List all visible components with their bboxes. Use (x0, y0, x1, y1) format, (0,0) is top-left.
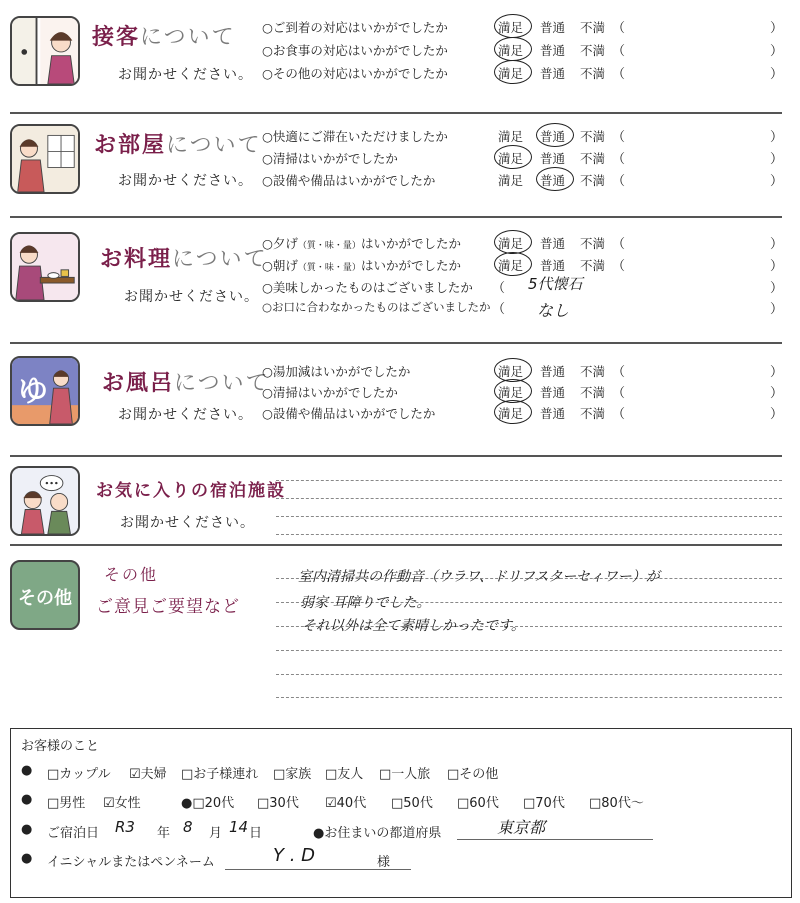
rating-bad-option[interactable]: 不満 (580, 406, 606, 421)
divider (10, 544, 782, 546)
initial-label: イニシャルまたはペンネーム (47, 855, 215, 870)
food-q4-open: （ (492, 302, 506, 317)
rating-good-option[interactable]: 満足 (498, 173, 524, 188)
rating-paren-close: ） (770, 365, 784, 380)
food-q3-open: （ (492, 281, 506, 296)
bullet: ● (21, 822, 33, 837)
rating-good-option[interactable]: 満足 (498, 129, 524, 144)
food-q1-b: はいかがでしたか (360, 236, 461, 251)
rating-bad-option[interactable]: 不満 (580, 173, 606, 188)
rating-good-option[interactable]: 満足 (498, 364, 524, 379)
service-q2: ○お食事の対応はいかがでしたか (262, 43, 448, 58)
selected-rating-circle (494, 400, 532, 424)
rating-paren-open: （ (612, 386, 626, 401)
bullet: ● (21, 763, 33, 778)
age-70s[interactable]: □70代 (523, 796, 565, 811)
stay-day: 14 (229, 818, 249, 836)
stay-month: 8 (183, 818, 193, 836)
rating-normal-option[interactable]: 普通 (540, 20, 566, 35)
rating-good-option[interactable]: 満足 (498, 20, 524, 35)
rating-good-option[interactable]: 満足 (498, 236, 524, 251)
favorite-line-4 (276, 534, 782, 535)
food-title-strong: お料理 (100, 247, 173, 272)
rating-paren-open: （ (612, 174, 626, 189)
pref-underline (457, 839, 653, 840)
food-q2-b: はいかがでしたか (360, 258, 461, 273)
customer-box (10, 728, 792, 898)
rating-bad-option[interactable]: 不満 (580, 364, 606, 379)
room-q2: ○清掃はいかがでしたか (262, 151, 398, 166)
rating-paren-close: ） (770, 152, 784, 167)
favorite-title (96, 476, 286, 501)
food-q3-close: ） (770, 281, 784, 296)
service-icon (10, 16, 80, 86)
favorite-subtitle: お聞かせください。 (120, 515, 255, 531)
rating-bad-option[interactable]: 不満 (580, 151, 606, 166)
divider (10, 216, 782, 218)
other-icon (10, 560, 80, 630)
favorite-line-1 (276, 480, 782, 481)
rating-paren-close: ） (770, 67, 784, 82)
selected-rating-circle (494, 145, 532, 169)
service-subtitle: お聞かせください。 (118, 67, 253, 83)
rating-good-option[interactable]: 満足 (498, 258, 524, 273)
room-subtitle: お聞かせください。 (118, 173, 253, 189)
companion-other[interactable]: □その他 (447, 767, 499, 782)
rating-bad-option[interactable]: 不満 (580, 258, 606, 273)
rating-normal-option[interactable]: 普通 (540, 151, 566, 166)
rating-paren-close: ） (770, 174, 784, 189)
food-q2-a: ○朝げ (262, 258, 298, 273)
selected-rating-circle (494, 37, 532, 61)
service-q3: ○その他の対応はいかがでしたか (262, 66, 448, 81)
food-q3: ○美味しかったものはございましたか (262, 280, 473, 295)
food-q2 (262, 256, 461, 274)
age-30s[interactable]: □30代 (257, 796, 299, 811)
rating-paren-close: ） (770, 44, 784, 59)
rating-bad-option[interactable]: 不満 (580, 236, 606, 251)
rating-normal-option[interactable]: 普通 (540, 66, 566, 81)
food-q2-small: （質・味・量） (297, 263, 361, 273)
rating-paren-open: （ (612, 152, 626, 167)
bath-title (102, 366, 270, 397)
bath-icon-char: ゆ (18, 374, 48, 409)
food-q1-a: ○夕げ (262, 236, 298, 251)
other-line-4 (276, 650, 782, 651)
bullet: ● (21, 792, 33, 807)
companion-married[interactable]: ☑夫婦 (129, 767, 167, 782)
bath-q1: ○湯加減はいかがでしたか (262, 364, 411, 379)
food-answer-bad: なし (537, 301, 570, 320)
rating-paren-open: （ (612, 67, 626, 82)
food-q4-close: ） (770, 302, 784, 317)
room-title-rest: について (166, 133, 262, 158)
rating-normal-option[interactable]: 普通 (540, 43, 566, 58)
divider (10, 112, 782, 114)
rating-normal-option[interactable]: 普通 (540, 385, 566, 400)
age-80s[interactable]: □80代〜 (589, 796, 644, 811)
other-icon-label: その他 (18, 588, 72, 609)
bath-icon (10, 356, 80, 426)
favorite-title-strong: お気に入りの宿泊施設 (96, 481, 286, 501)
selected-rating-circle (494, 230, 532, 254)
other-title-line1: その他 (104, 565, 159, 584)
room-title-strong: お部屋 (94, 133, 167, 158)
bullet: ● (21, 851, 33, 866)
rating-good-option[interactable]: 満足 (498, 66, 524, 81)
service-title (92, 20, 236, 51)
customer-heading: お客様のこと (21, 739, 100, 754)
favorite-line-2 (276, 498, 782, 499)
age-50s[interactable]: □50代 (391, 796, 433, 811)
rating-good-option[interactable]: 満足 (498, 385, 524, 400)
rating-paren-open: （ (612, 259, 626, 274)
age-20s[interactable]: ●□20代 (181, 796, 235, 811)
stay-year-unit: 年 (157, 826, 171, 841)
other-comment-1: 室内清掃共の作動音（ウラワ、ドリフスターセィワー）が (298, 569, 660, 585)
other-line-6 (276, 697, 782, 698)
rating-normal-option[interactable]: 普通 (540, 258, 566, 273)
pref-label: ●お住まいの都道府県 (313, 826, 442, 841)
service-title-strong: 接客 (92, 25, 141, 50)
rating-normal-option[interactable]: 普通 (540, 129, 566, 144)
age-40s[interactable]: ☑40代 (325, 796, 367, 811)
selected-rating-circle (494, 14, 532, 38)
bath-title-rest: について (174, 371, 270, 396)
food-title-rest: について (172, 247, 268, 272)
food-subtitle: お聞かせください。 (124, 289, 259, 305)
companion-couple[interactable]: □カップル (47, 767, 111, 782)
rating-good-option[interactable]: 満足 (498, 406, 524, 421)
rating-paren-open: （ (612, 237, 626, 252)
rating-paren-open: （ (612, 365, 626, 380)
companion-children[interactable]: □お子様連れ (181, 767, 259, 782)
companion-solo[interactable]: □一人旅 (379, 767, 431, 782)
pref-value[interactable]: 東京都 (497, 818, 546, 837)
companion-family[interactable]: □家族 (273, 767, 312, 782)
rating-paren-open: （ (612, 130, 626, 145)
rating-good-option[interactable]: 満足 (498, 151, 524, 166)
other-line-5 (276, 674, 782, 675)
stay-month-unit: 月 (209, 826, 223, 841)
initial-value[interactable]: Y . D (273, 845, 316, 866)
rating-paren-close: ） (770, 237, 784, 252)
rating-paren-close: ） (770, 386, 784, 401)
food-answer-good: 5代懐石 (528, 275, 583, 293)
stay-day-unit: 日 (249, 826, 263, 841)
rating-paren-close: ） (770, 407, 784, 422)
service-q1: ○ご到着の対応はいかがでしたか (262, 20, 448, 35)
gender-female[interactable]: ☑女性 (103, 796, 141, 811)
rating-paren-close: ） (770, 21, 784, 36)
selected-rating-circle (494, 60, 532, 84)
bath-title-strong: お風呂 (102, 371, 175, 396)
rating-bad-option[interactable]: 不満 (580, 20, 606, 35)
other-comment-3: それ以外は全て素晴しかったです。 (302, 618, 525, 634)
room-q3: ○設備や備品はいかがでしたか (262, 173, 436, 188)
favorite-line-3 (276, 516, 782, 517)
stay-era: R3 (115, 818, 135, 836)
other-title-line2: ご意見ご要望など (96, 597, 240, 617)
bath-subtitle: お聞かせください。 (118, 407, 253, 423)
food-title (100, 242, 268, 273)
food-q1 (262, 234, 461, 252)
rating-normal-option[interactable]: 普通 (540, 364, 566, 379)
selected-rating-circle (494, 252, 532, 276)
companion-friends[interactable]: □友人 (325, 767, 364, 782)
service-title-rest: について (140, 25, 236, 50)
rating-bad-option[interactable]: 不満 (580, 129, 606, 144)
rating-bad-option[interactable]: 不満 (580, 43, 606, 58)
rating-normal-option[interactable]: 普通 (540, 406, 566, 421)
room-title (94, 128, 262, 159)
favorite-icon (10, 466, 80, 536)
food-q1-small: （質・味・量） (297, 241, 361, 251)
other-comment-2: 弱家 耳障りでした。 (300, 595, 431, 611)
room-icon (10, 124, 80, 194)
rating-paren-open: （ (612, 21, 626, 36)
honorific: 様 (377, 855, 391, 870)
rating-bad-option[interactable]: 不満 (580, 385, 606, 400)
rating-paren-close: ） (770, 130, 784, 145)
stay-label: ご宿泊日 (47, 826, 100, 841)
bath-q2: ○清掃はいかがでしたか (262, 385, 398, 400)
rating-normal-option[interactable]: 普通 (540, 236, 566, 251)
rating-bad-option[interactable]: 不満 (580, 66, 606, 81)
bath-q3: ○設備や備品はいかがでしたか (262, 406, 436, 421)
divider (10, 455, 782, 457)
rating-paren-open: （ (612, 44, 626, 59)
divider (10, 342, 782, 344)
food-q4: ○お口に合わなかったものはございましたか (262, 300, 491, 314)
selected-rating-circle (536, 123, 574, 147)
gender-male[interactable]: □男性 (47, 796, 86, 811)
rating-paren-open: （ (612, 407, 626, 422)
rating-normal-option[interactable]: 普通 (540, 173, 566, 188)
rating-good-option[interactable]: 満足 (498, 43, 524, 58)
rating-paren-close: ） (770, 259, 784, 274)
room-q1: ○快適にご滞在いただけましたか (262, 129, 448, 144)
age-60s[interactable]: □60代 (457, 796, 499, 811)
selected-rating-circle (536, 167, 574, 191)
food-icon (10, 232, 80, 302)
